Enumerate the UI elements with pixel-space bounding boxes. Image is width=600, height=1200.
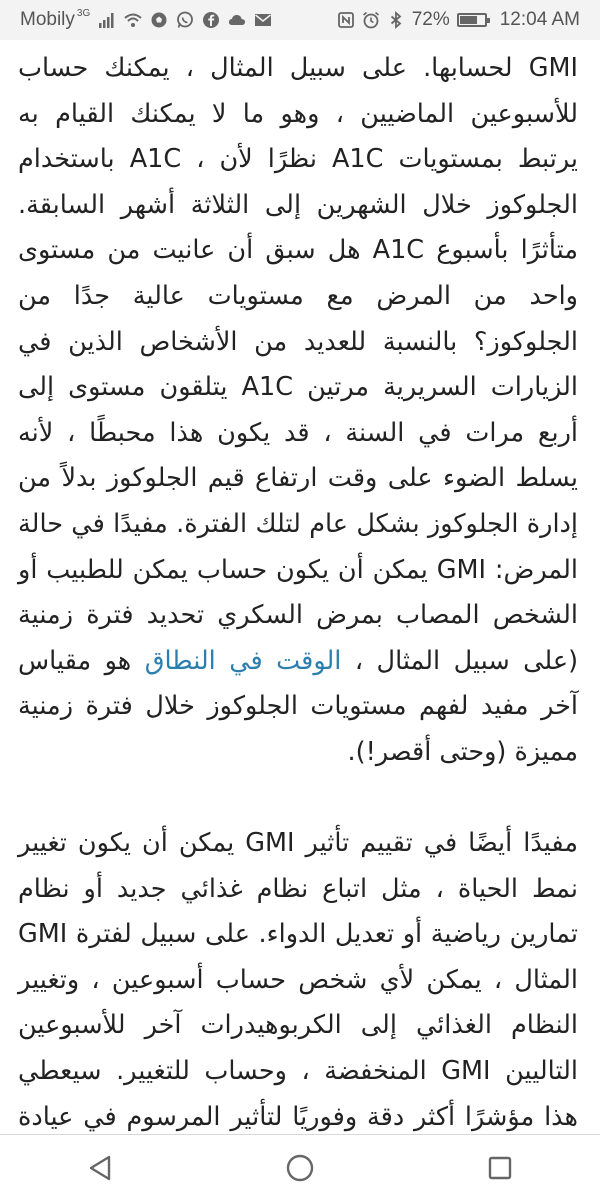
alarm-icon: [362, 11, 380, 29]
clock: 12:04 AM: [499, 9, 580, 30]
status-left: [20, 9, 272, 31]
football-icon: [150, 11, 168, 29]
network-type: 3G: [76, 7, 91, 19]
facebook-icon: [202, 11, 220, 29]
time-in-range-link[interactable]: الوقت في النطاق: [144, 645, 342, 676]
wifi-icon: [124, 11, 142, 29]
navigation-bar: [0, 1135, 600, 1200]
article-paragraph-2: [18, 821, 578, 1186]
paragraph-1-tail: هو مقياس آخر مفيد لفهم مستويات الجلوكوز خلال فترة زمنية مميزة (وحتى أقصر!).: [18, 645, 578, 767]
battery-level-fill: [460, 16, 477, 24]
paragraph-1-text: GMI لحسابها. على سبيل المثال ، يمكنك حساب للأسبوعين الماضيين ، وهو ما لا يمكنك القيام به يرتبط بمستويات A1C نظرًا لأن ، A1C باستخدام الجلوكوز خلال الشهرين إلى الثلاثة أشهر السابقة. متأثرًا بأسبوع A1C هل سبق أن عانيت من مستوى واحد من المرض مع مستويات عالية جدًا من الجلوكوز؟ بالنسبة للعديد من الأشخاص الذين في الزيارات السريرية مرتين A1C يتلقون مستوى إلى أربع مرات في السنة ، قد يكون هذا محبطًا ، لأنه يسلط الضوء على وقت ارتفاع قيم الجلوكوز بدلاً من إدارة الجلوكوز بشكل عام لتلك الفترة. مفيدًا في حالة المرض: GMI يمكن أن يكون حساب يمكن للطبيب أو الشخص المصاب بمرض السكري تحديد فترة زمنية (على سبيل المثال ،: [18, 53, 579, 676]
signal-icon: [98, 11, 116, 29]
battery-percent: 72%: [411, 9, 450, 30]
recents-button[interactable]: [468, 1143, 532, 1193]
bluetooth-icon: [387, 11, 405, 29]
status-bar: [0, 0, 600, 40]
recents-icon: [487, 1155, 513, 1181]
email-icon: [254, 11, 272, 29]
home-button[interactable]: [268, 1143, 332, 1193]
paragraph-2-text: مفيدًا أيضًا في تقييم تأثير GMI يمكن أن يكون تغيير نمط الحياة ، مثل اتباع نظام غذائي جديد أو نظام تمارين رياضية أو تعديل الدواء. على سبيل لفترة GMI المثال ، يمكن لأي شخص حساب أسبوعين ، وتغيير النظام الغذائي إلى الكربوهيدرات آخر للأسبوعين التاليين GMI المنخفضة ، وحساب للتغيير. سيعطي هذا مؤشرًا أكثر دقة وفوريًا لتأثير المرسوم في عيادة: [18, 828, 578, 1132]
battery-icon: [457, 13, 487, 27]
home-icon: [285, 1153, 315, 1183]
back-button[interactable]: [68, 1143, 132, 1193]
back-icon: [87, 1154, 113, 1182]
carrier-label: Mobily: [20, 9, 75, 30]
article-body: [18, 46, 578, 1134]
article-paragraph-1: [18, 46, 578, 776]
status-right: [337, 9, 580, 31]
cloud-icon: [228, 11, 246, 29]
nfc-icon: [337, 11, 355, 29]
whatsapp-icon: [176, 11, 194, 29]
